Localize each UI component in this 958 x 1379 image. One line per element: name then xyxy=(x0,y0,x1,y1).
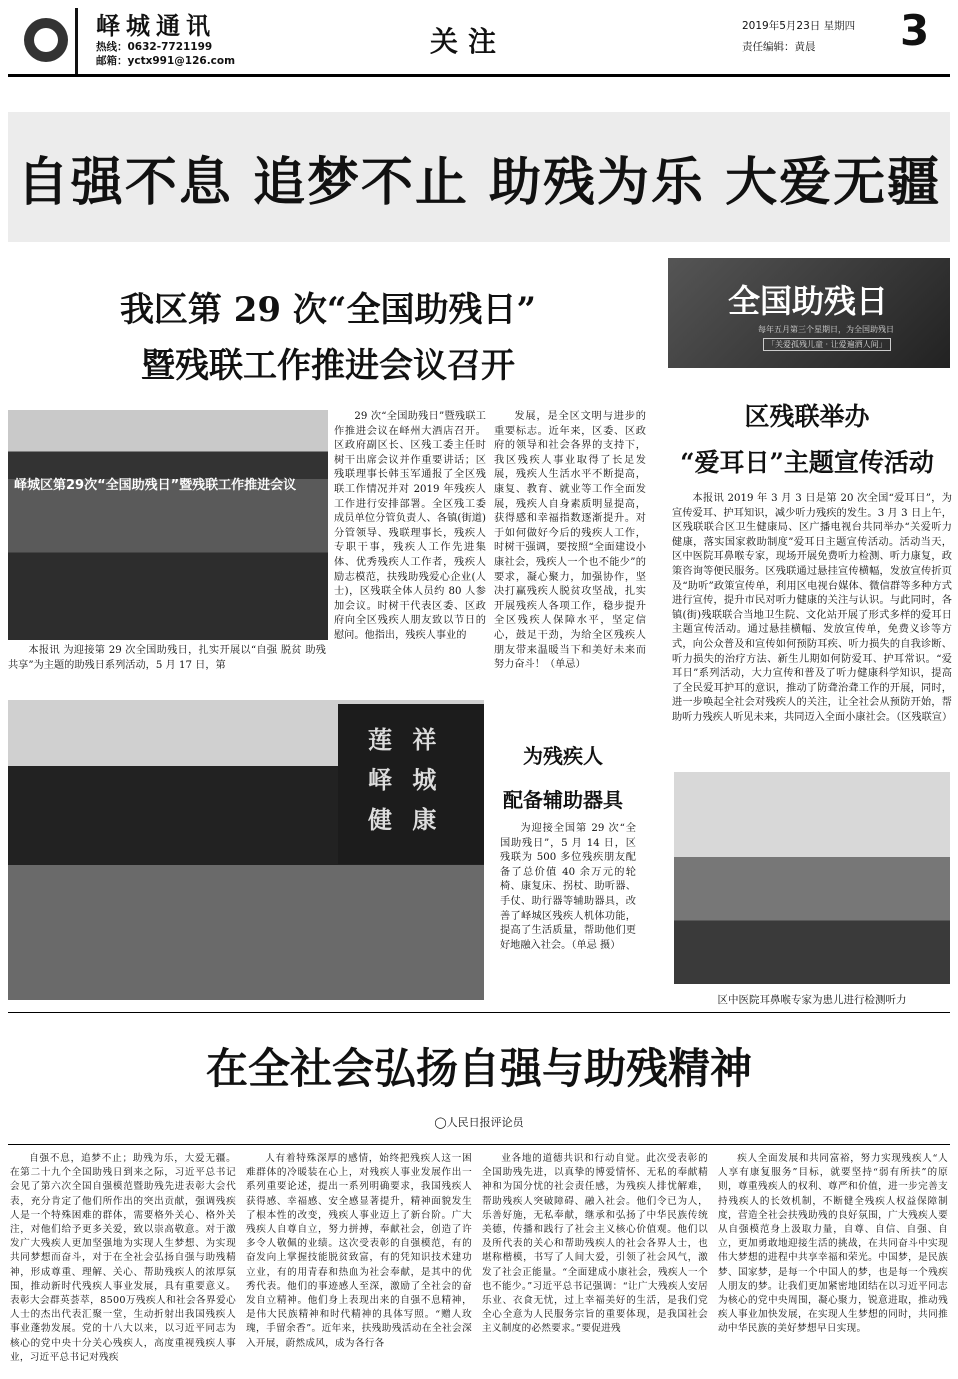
hearing-test-photo xyxy=(674,772,950,984)
meeting-photo-banner: 峄城区第29次“全国助残日”暨残联工作推进会议 xyxy=(14,478,297,493)
hearing-test-photo-caption: 区中医院耳鼻喉专家为患儿进行检测听力 xyxy=(717,994,907,1006)
assistive-devices-photo xyxy=(8,700,484,1000)
article3-headline-line2: 配备辅助器具 xyxy=(503,788,623,812)
article2-body: 本报讯 2019 年 3 月 3 日是第 20 次全国“爱耳日”，为宣传爱耳、护耳知识，减少听力残疾的发生。3 月 3 日上午，区残联联合区卫生健康局、区广播电视台共同举办“关爱听力健康，落实国家救助制度”爱耳日主题宣传活动。活动当天，区中医院耳鼻喉专家，现场开展免费听力检测、听力康复，政策咨询等便民服务。区残联通过悬挂宣传横幅，发放宣传折页及“助听”政策宣传单，利用区电视台媒体、微信群等多种方式进行宣传，提升市民对听力健康的关注与认识。与此同时，各镇(街)残联联合当地卫生院、文化站开展了形式多样的爱耳日主题宣传活动。通过悬挂横幅、发放宣传单，免费义诊等方式，向公众普及和宣传如何预防耳疾、听力损失的自我诊断、听力损失的治疗方法、新生儿期如何防爱耳、护耳常识。“爱耳日”系列活动，大力宣传和普及了听力健康科学知识，提高了全民爱耳护耳的意识，推动了防聋治聋工作的开展，同时，进一步唤起全社会对残疾人的关注，让全社会从预防开始，帮助听力残疾人听见未来，共同迈入全面小康社会。（区残联宣） xyxy=(672,493,952,723)
issue-date: 2019年5月23日 星期四 xyxy=(742,20,856,32)
article3-headline xyxy=(490,734,636,822)
editorial-headline: 在全社会弘扬自强与助残精神 xyxy=(205,1044,752,1093)
disability-day-logo xyxy=(668,258,950,368)
masthead-rule xyxy=(8,74,950,77)
article1-headline-line2: 暨残联工作推进会议召开 xyxy=(141,346,515,386)
meeting-photo xyxy=(8,410,328,640)
editorial-column2: 人有着特殊深厚的感情，始终把残疾人这一困难群体的冷暖装在心上，对残疾人事业发展作出一系列重要论述，提出一系列明确要求，我国残疾人获得感、幸福感、安全感显著提升，精神面貌发生了根本性的改变，残疾人事业迈上了新台阶。广大残疾人自尊自立，努力拼搏，奉献社会，创造了许多令人敬佩的业绩。这次受表彰的自强模范，有的奋发向上掌握技能脱贫致富，有的凭知识技术建功立业，有的用青春和热血为社会奉献，是其中的优秀代表。他们的事迹感人至深，激励了全社会的奋发自立精神。他们身上表现出来的自强不息精神，是伟大民族精神和时代精神的具体写照。“赠人玫瑰，手留余香”。近年来，扶残助残活动在全社会深入开展，蔚然成风，成为各行各 xyxy=(246,1153,472,1349)
editorial-column1: 自强不息，追梦不止；助残为乐，大爱无疆。在第二十九个全国助残日到来之际，习近平总书记会见了第六次全国自强模范暨助残先进表彰大会代表，充分肯定了他们所作出的突出贡献，强调残疾人是一个特殊困难的群体，需要格外关心、格外关注，对他们给予更多关爱，致以崇高敬意。对于激发广大残疾人更加坚强地为实现人生梦想、为实现共同梦想而奋斗，对于在全社会弘扬自强与助残精神，形成尊重、理解、关心、帮助残疾人的浓厚氛围，推动新时代残疾人事业发展，具有重要意义。表彰大会群英荟萃，8500万残疾人和社会各界爱心人士的杰出代表汇聚一堂，生动折射出我国残疾人事业蓬勃发展。党的十八大以来，以习近平同志为核心的党中央十分关心残疾人，高度重视残疾人事业，习近平总书记对残疾 xyxy=(10,1153,236,1363)
editorial-byline: ◯人民日报评论员 xyxy=(434,1116,524,1129)
newspaper-brand: 峄城通讯 xyxy=(96,11,216,40)
editorial-rule xyxy=(8,1144,950,1145)
logo-title: 全国助残日 xyxy=(728,282,889,320)
article1-column2: 发展，是全区文明与进步的重要标志。近年来，区委、区政府的领导和社会各界的支持下，我区残疾人事业取得了长足发展，残疾人生活水平不断提高，康复、教育、就业等工作全面发展，残疾人自身素质明显提高，获得感和幸福指数逐渐提升。对于如何做好今后的残疾人工作，时树干强调，要按照“全面建设小康社会，残疾人一个也不能少”的要求，凝心聚力，加强协作，坚决打赢残疾人脱贫攻坚战，扎实开展残疾人各项工作，稳步提升全区残疾人保障水平，坚定信心，鼓足干劲，为给全区残疾人朋友带来温暖当下和美好未来而努力奋斗！（单忌） xyxy=(494,411,646,671)
article3-headline-line1: 为残疾人 xyxy=(523,744,603,768)
banner-title: 自强不息 追梦不止 助残为乐 大爱无疆 xyxy=(16,153,942,213)
logo-subtitle: 每年五月第三个星期日，为全国助残日 xyxy=(758,325,894,334)
crab-logo-icon xyxy=(24,18,68,62)
email: 邮箱：yctx991@126.com xyxy=(96,55,236,67)
editorial-column4: 疾人全面发展和共同富裕，努力实现残疾人“人人享有康复服务”目标，就要坚持“弱有所扶”的原则，尊重残疾人的权利、尊严和价值，进一步完善支持残疾人的长效机制，不断健全残疾人权益保障制度，营造全社会扶残助残的良好氛围，广大残疾人要从自强模范身上汲取力量，自尊、自信、自强、自立，更加勇敢地迎接生活的挑战，在共同奋斗中实现伟大梦想的进程中共享幸福和荣光。中国梦，是民族梦、国家梦，是每一个中国人的梦，也是每一个残疾人朋友的梦。让我们更加紧密地团结在以习近平同志为核心的党中央周围，凝心聚力，锐意进取，推动残疾人事业加快发展，在实现人生梦想的同时，共同推动中华民族的美好梦想早日实现。 xyxy=(718,1153,948,1335)
section-divider xyxy=(8,1012,950,1013)
logo-slogan: 「关爱孤残儿童 · 让爱遍洒人间」 xyxy=(763,338,891,351)
gate-sign: 莲 祥 峄 城 健 康 xyxy=(368,725,443,834)
newspaper-logo xyxy=(14,8,78,74)
section-name: 关注 xyxy=(430,25,507,58)
responsible-editor: 责任编辑：黄晨 xyxy=(742,41,816,53)
hotline: 热线：0632-7721199 xyxy=(96,41,213,53)
article1-headline-line1: 我区第 29 次“全国助残日” xyxy=(119,290,537,330)
article2-headline-line1: 区残联举办 xyxy=(744,402,870,431)
article1-column1: 29 次“全国助残日”暨残联工作推进会议在峄州大酒店召开。区政府副区长、区残工委主任时树干出席会议并作重要讲话；区残联理事长韩玉军通报了全区残联工作情况并对 2019 年残疾人工作进行安排部署。全区残工委成员单位分管负责人、各镇(街道)分管领导、残联理事长，残疾人专职干事，残疾人工作先进集体、优秀残疾人工作者，残疾人励志模范，扶残助残爱心企业(人士)，区残联全体人员约 80 人参加会议。时树干代表区委、区政府向全区残疾人朋友致以节日的慰问。他指出，残疾人事业的 xyxy=(334,411,486,641)
article3-body: 为迎接全国第 29 次“全国助残日”，5 月 14 日，区残联为 500 多位残疾朋友配备了总价值 40 余万元的轮椅、康复床、拐杖、助听器、手仗、助行器等辅助器具，改善了峄城区残疾人机体功能，提高了生活质量，帮助他们更好地融入社会。（单忌 摄） xyxy=(500,823,636,951)
contact-info xyxy=(96,40,235,68)
article2-headline xyxy=(660,394,954,486)
page-number: 3 xyxy=(900,6,930,55)
banner xyxy=(8,112,950,242)
article1-headline xyxy=(8,282,648,394)
article2-headline-line2: “爱耳日”主题宣传活动 xyxy=(680,448,934,477)
editorial-column3: 业各地的道德共识和行动自觉。此次受表彰的全国助残先进，以真挚的博爱情怀、无私的奉献精神和为国分忧的社会责任感，为残疾人排忧解难，帮助残疾人突破障碍、融入社会。他们令已为人，乐善好施，无私奉献，继承和弘扬了中华民族传统美德，传播和践行了社会主义核心价值观。他们以及所代表的关心和帮助残疾人的社会各界人士，也堪称楷模，书写了人间大爱，引领了社会风气，激发了社会正能量。“全面建成小康社会，残疾人一个也不能少。”习近平总书记强调：“让广大残疾人安居乐业、衣食无忧，过上幸福美好的生活，是我们党全心全意为人民服务宗旨的重要体现，是我国社会主义制度的必然要求。”要促进残 xyxy=(482,1153,708,1335)
article1-lead: 本报讯 为迎接第 29 次全国助残日，扎实开展以“自强 脱贫 助残共享”为主题的助残日系列活动，5 月 17 日，第 xyxy=(8,645,326,671)
